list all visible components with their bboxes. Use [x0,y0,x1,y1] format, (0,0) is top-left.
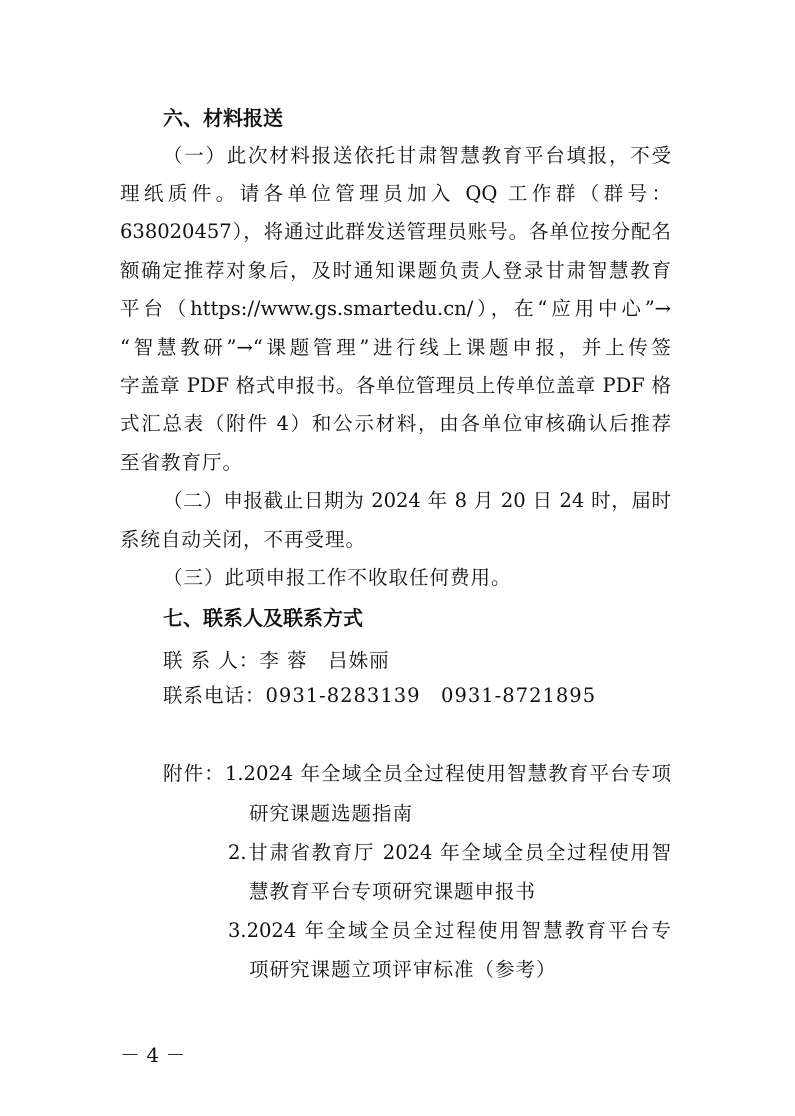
section-6-heading: 六、材料报送 [163,106,283,130]
paragraph-line: 额确定推荐对象后，及时通知课题负责人登录甘肃智慧教育 [120,259,671,282]
paragraph-line: 系统自动关闭，不再受理。 [120,528,367,551]
paragraph-line: 字盖章 PDF 格式申报书。各单位管理员上传单位盖章 PDF 格 [120,374,671,397]
paragraph-line: 式汇总表（附件 4）和公示材料，由各单位审核确认后推荐 [120,412,671,435]
attachment-1-line-2: 研究课题选题指南 [249,802,414,825]
paragraph-line: 638020457），将通过此群发送管理员账号。各单位按分配名 [120,220,671,243]
attachment-3-line-1: 3.2024 年全域全员全过程使用智慧教育平台专 [228,919,671,942]
paragraph-line: （一）此次材料报送依托甘肃智慧教育平台填报，不受 [163,144,671,167]
attachment-1-line-1: 附件：1.2024 年全域全员全过程使用智慧教育平台专项 [163,762,671,785]
paragraph-line: （三）此项申报工作不收取任何费用。 [163,566,512,589]
attachment-2-line-1: 2.甘肃省教育厅 2024 年全域全员全过程使用智 [228,841,671,864]
contact-persons: 联 系 人：李 蓉 吕姝丽 [163,649,390,672]
paragraph-line: 至省教育厅。 [120,451,244,474]
attachment-3-line-2: 项研究课题立项评审标准（参考） [249,958,557,981]
paragraph-line: （二）申报截止日期为 2024 年 8 月 20 日 24 时，届时 [163,489,671,512]
page-number: － 4 － [120,1043,186,1067]
contact-phones: 联系电话：0931-8283139 0931-8721895 [163,684,597,707]
paragraph-line: “智慧教研”→“课题管理”进行线上课题申报，并上传签 [120,336,671,359]
section-7-heading: 七、联系人及联系方式 [163,606,363,630]
paragraph-line: 理纸质件。请各单位管理员加入 QQ 工作群（群号： [120,182,671,205]
attachment-2-line-2: 慧教育平台专项研究课题申报书 [249,880,537,903]
paragraph-line: 平台（https://www.gs.smartedu.cn/），在“应用中心”→ [120,297,671,320]
